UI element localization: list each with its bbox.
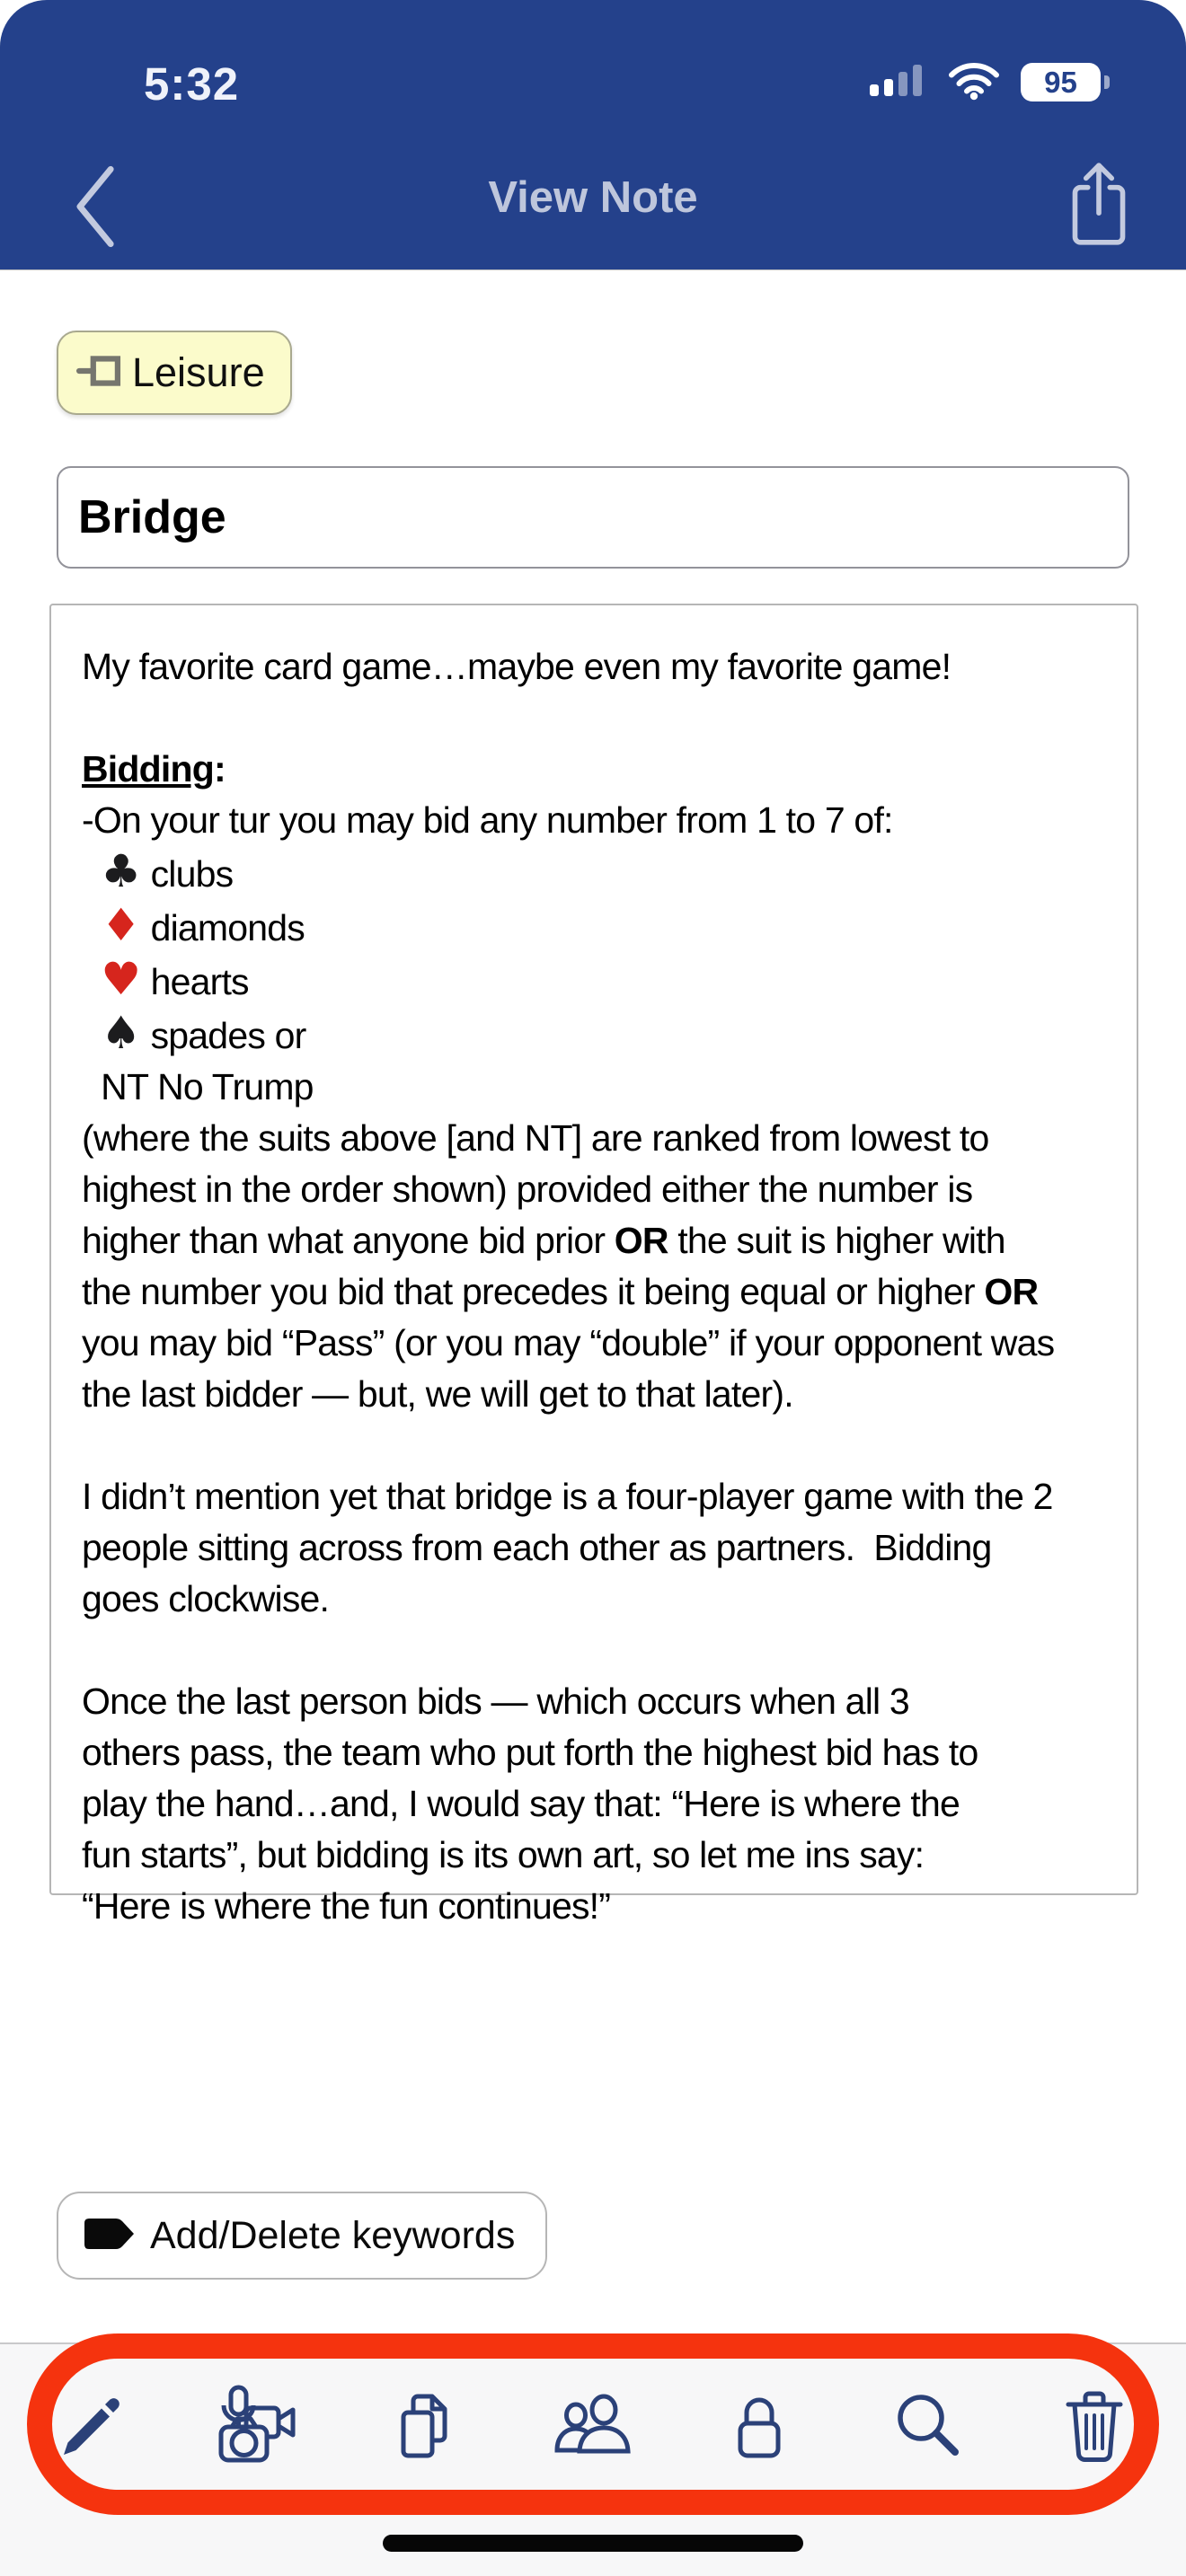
chevron-left-icon [70, 238, 119, 253]
note-text-line: people sitting across from each other as partners. Bidding [82, 1527, 992, 1568]
header-bar [0, 0, 1186, 269]
copy-button[interactable] [380, 2380, 470, 2477]
note-text-line: I didn’t mention yet that bridge is a four-player game with the 2 [82, 1476, 1053, 1517]
note-text-line: you may bid “Pass” (or you may “double” if your opponent was [82, 1322, 1055, 1363]
tag-icon [76, 349, 119, 397]
media-capture-icon [212, 2382, 302, 2476]
search-button[interactable] [882, 2380, 972, 2477]
share-button[interactable] [1064, 158, 1134, 250]
shared-users-button[interactable] [547, 2380, 637, 2477]
note-text-line: higher than what anyone bid prior OR the suit is higher with [82, 1220, 1005, 1261]
note-text-line: My favorite card game…maybe even my favorite game! [82, 646, 951, 687]
shared-users-icon [547, 2382, 637, 2476]
note-text-line: Bidding: [82, 748, 226, 790]
status-time: 5:32 [144, 58, 240, 110]
trash-icon [1049, 2382, 1139, 2476]
nav-bar [0, 153, 1186, 260]
note-text-line: fun starts”, but bidding is its own art, so let me ins say: [82, 1834, 925, 1875]
wifi-icon [947, 59, 1001, 105]
note-text-line: play the hand…and, I would say that: “Here is where the [82, 1783, 960, 1824]
note-text-line: ♣ clubs [101, 845, 234, 897]
note-text-line: (where the suits above [and NT] are ranked from lowest to [82, 1117, 989, 1159]
toolbar-icon-row [45, 2380, 1139, 2477]
trash-button[interactable] [1049, 2380, 1139, 2477]
note-text-line: ♥ hearts [101, 953, 249, 1005]
note-text-line: goes clockwise. [82, 1578, 330, 1619]
note-title-field[interactable] [57, 466, 1129, 569]
note-text-line: NT No Trump [82, 1066, 314, 1107]
edit-pen-icon [45, 2382, 135, 2476]
note-text-line: highest in the order shown) provided either the number is [82, 1169, 973, 1210]
tag-label: Leisure [132, 349, 265, 395]
note-text-line: ♦ diamonds [101, 899, 305, 951]
battery-percent: 95 [1044, 65, 1077, 99]
note-title-text: Bridge [78, 491, 226, 543]
tag-filled-icon [82, 2214, 134, 2258]
page-title: View Note [488, 173, 698, 222]
note-text-line [82, 1420, 1106, 1471]
copy-documents-icon [380, 2382, 470, 2476]
keywords-button[interactable] [57, 2192, 547, 2280]
note-text-line: -On your tur you may bid any number from 1 to 7 of: [82, 799, 893, 841]
tag-chip-leisure[interactable] [57, 331, 292, 415]
status-icons [870, 59, 1101, 105]
note-text-line: the last bidder — but, we will get to that later). [82, 1373, 793, 1415]
note-text-line: Once the last person bids — which occurs when all 3 [82, 1681, 909, 1722]
search-icon [882, 2382, 972, 2476]
note-text-line: “Here is where the fun continues!” [82, 1885, 611, 1927]
note-text-line: others pass, the team who put forth the highest bid has to [82, 1732, 978, 1773]
home-indicator[interactable] [383, 2535, 803, 2552]
edit-button[interactable] [45, 2380, 135, 2477]
media-capture-button[interactable] [212, 2380, 302, 2477]
note-text-line: ♠ spades or [101, 1007, 306, 1059]
lock-button[interactable] [714, 2380, 804, 2477]
note-text-line: the number you bid that precedes it being equal or higher OR [82, 1271, 1039, 1312]
keywords-button-label: Add/Delete keywords [150, 2213, 516, 2257]
battery-indicator [1021, 63, 1101, 101]
cellular-signal-icon [870, 60, 927, 104]
lock-icon [714, 2382, 804, 2476]
note-body-box[interactable] [49, 604, 1138, 1927]
note-text-line [82, 693, 1106, 744]
share-icon [1064, 238, 1134, 253]
note-text-line [82, 1625, 1106, 1676]
